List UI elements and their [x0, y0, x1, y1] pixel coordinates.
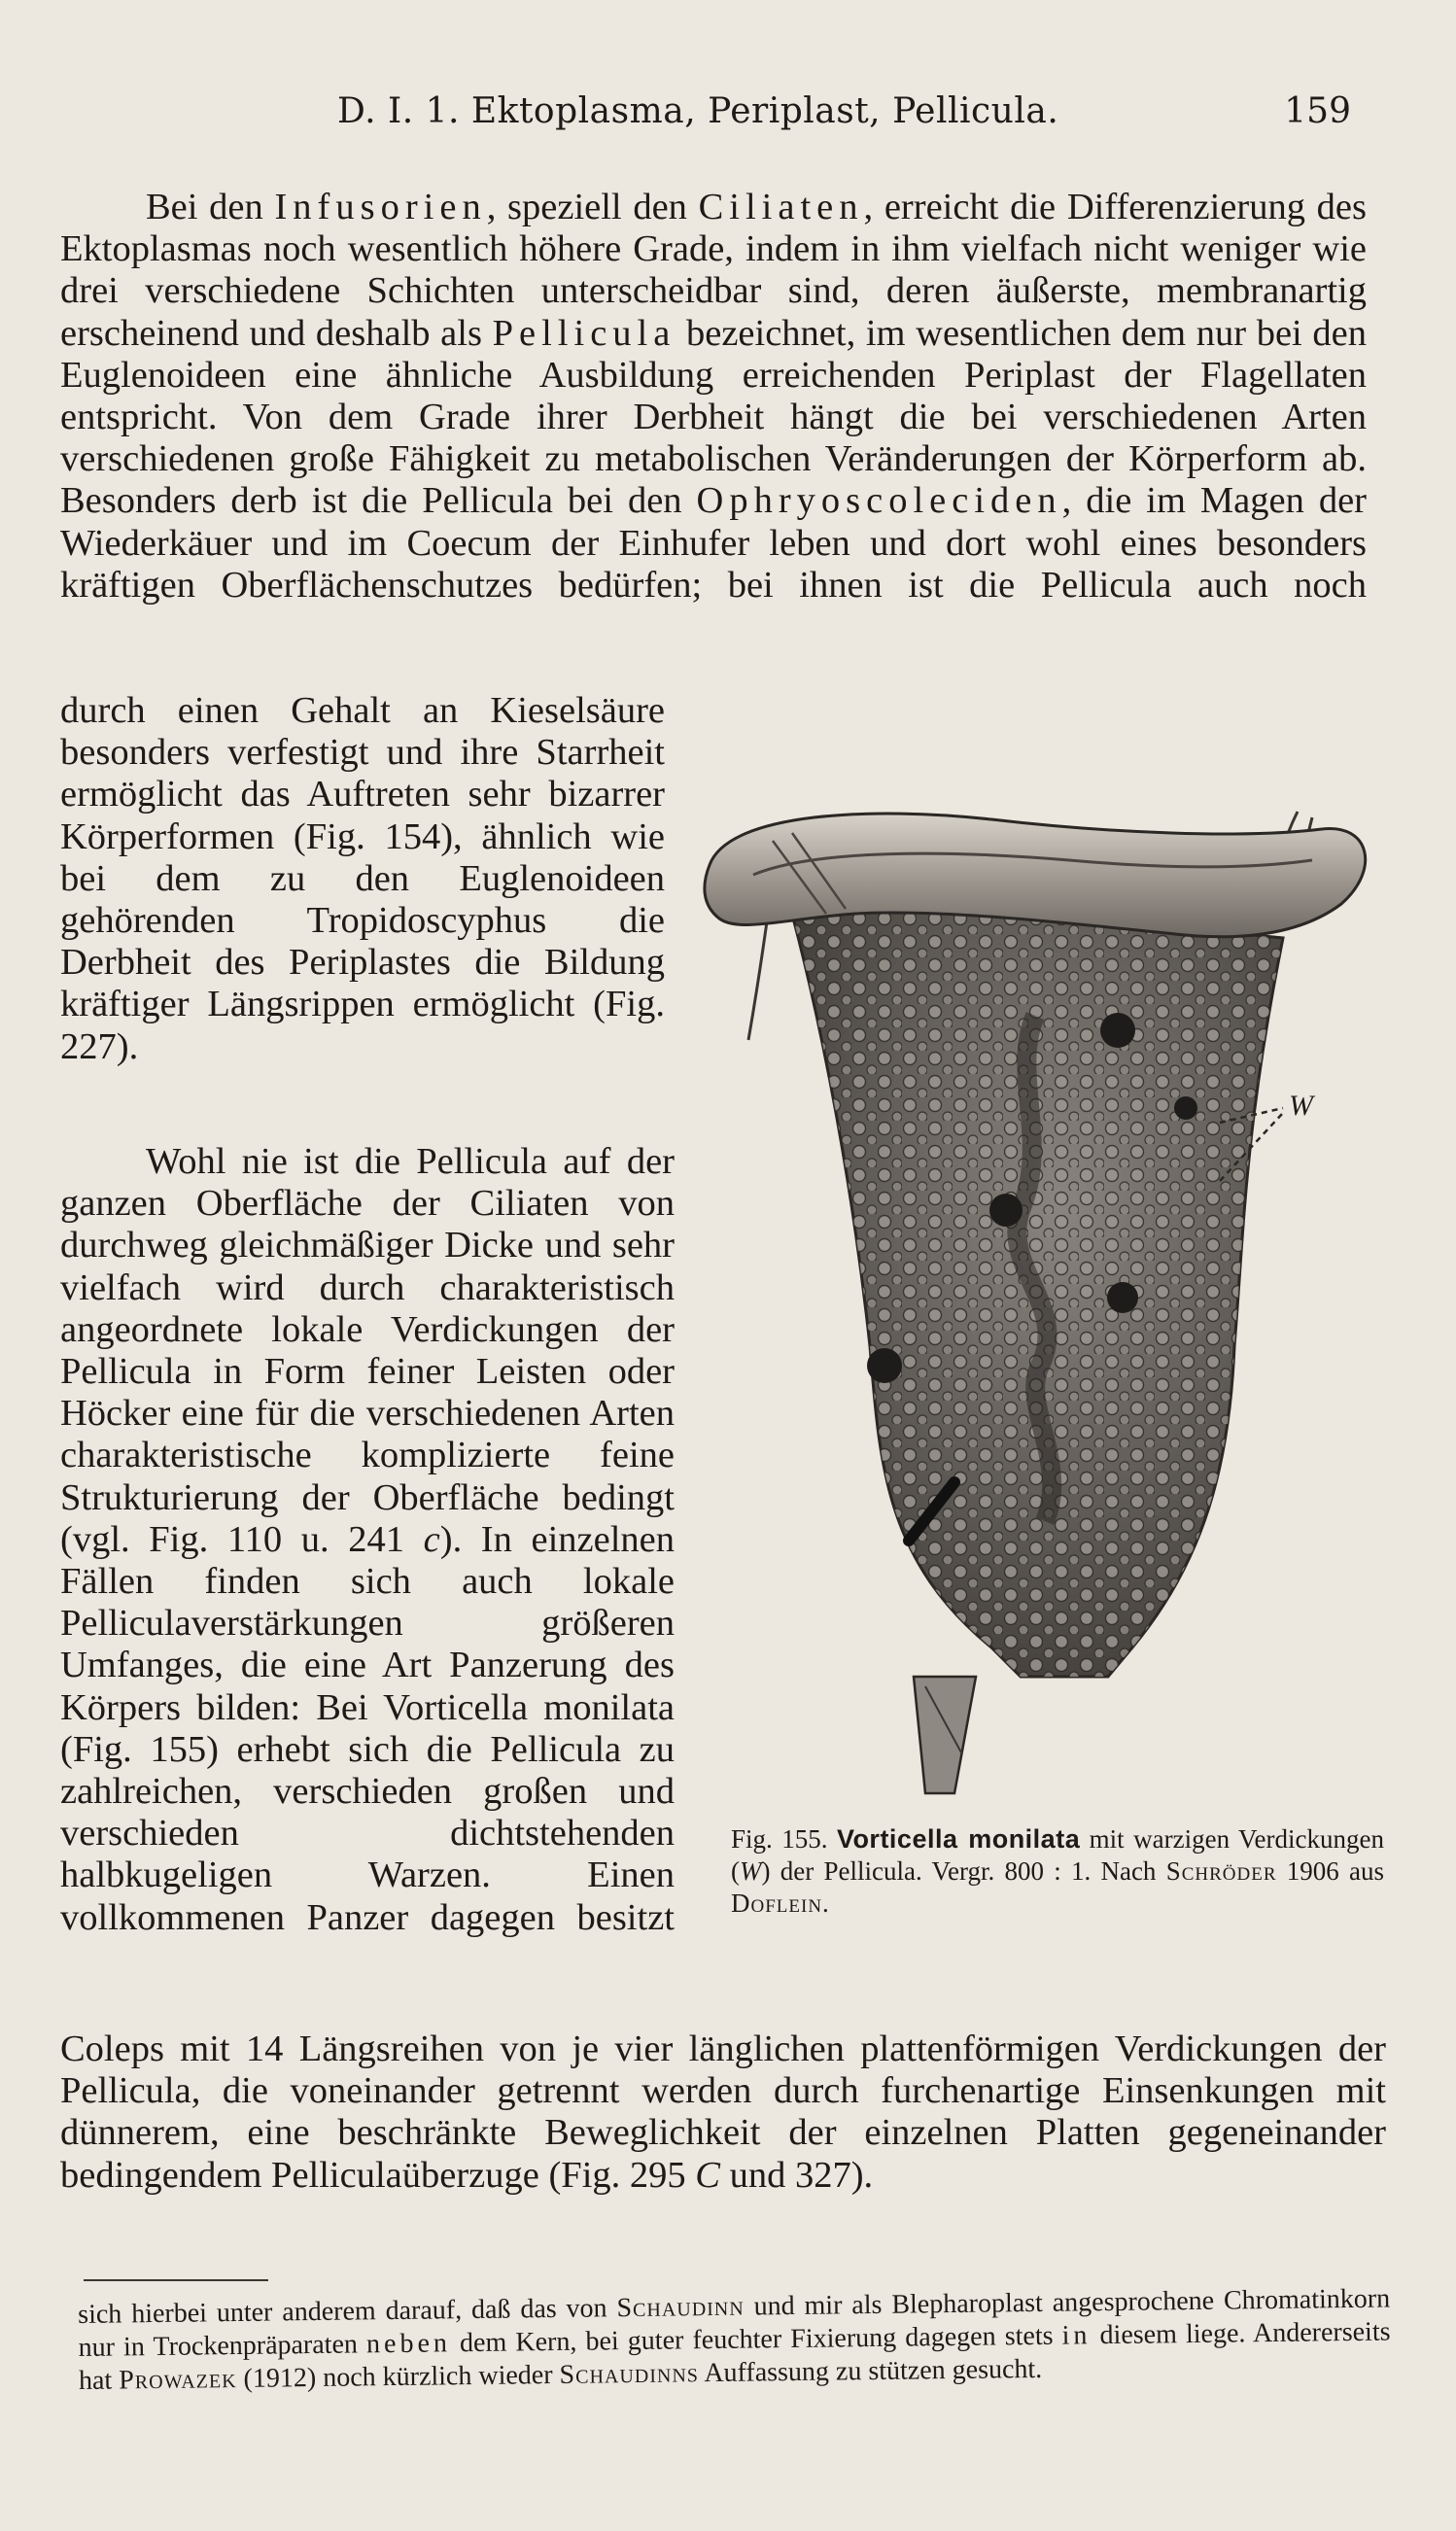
term-ciliaten: Ciliaten	[698, 187, 864, 227]
page-number: 159	[1284, 91, 1351, 131]
text-run: Wohl nie ist die Pellicula auf der ganzen Oberfläche der Ciliaten von durchweg gleichmäßiger Dicke und sehr vielfach wird durch charakteristisch angeordnete lokale Verdickungen der Pellicula in Form feiner Leisten oder Höcker eine für die verschiedenen Arten charakteristische komplizierte feine Strukturierung der Oberfläche bedingt (vgl. Fig. 110 u. 241	[60, 1141, 675, 1560]
emphasis-word: neben	[365, 2328, 452, 2360]
paragraph-infusorien	[60, 187, 1367, 607]
author-name: Schröder	[1165, 1856, 1277, 1886]
text-run: Coleps mit 14 Längsreihen von je vier länglichen plattenförmigen Verdickungen der Pellicula, die voneinander getrennt werden durch furchenartige Einsenkungen mit dünnerem, eine beschränkte Beweglichkeit der einzelnen Platten gegeneinander bedingendem Pelliculaüberzuge (Fig. 295	[60, 2028, 1386, 2196]
figure-caption	[731, 1823, 1384, 1920]
text-run: ) der Pellicula. Vergr. 800 : 1. Nach	[761, 1856, 1166, 1886]
species-name: Vorticella monilata	[836, 1824, 1081, 1854]
paragraph-infusorien-continued: durch einen Gehalt an Kieselsäure besonders verfestigt und ihre Starrheit ermöglicht das Auftreten sehr bizarrer Körperformen (Fig. 154), ähnlich wie bei dem zu den Euglenoideen gehörenden Tropidoscyphus die Derbheit des Periplastes die Bildung kräftiger Längsrippen ermöglicht (Fig. 227).	[60, 690, 665, 1067]
vacuole	[989, 1194, 1023, 1227]
text-run: Auffassung zu stützen gesucht.	[698, 2353, 1043, 2389]
vacuole	[1100, 1013, 1135, 1048]
text-run: dem Kern, bei guter feuchter Fixierung dagegen stets	[450, 2320, 1062, 2359]
paragraph-coleps	[60, 2028, 1386, 2197]
author-name: Schaudinn	[616, 2291, 745, 2324]
author-name: Doflein	[731, 1889, 823, 1918]
term-pellicula: Pellicula	[492, 312, 676, 354]
text-run: bezeichnet, im wesentlichen dem nur bei den Euglenoideen eine ähnliche Ausbildung erreichenden Periplast der Flagellaten entspricht. Von dem Grade ihrer Derbheit hängt die bei verschiedenen Arten verschiedenen große Fähigkeit zu metabolischen Veränderungen der Körperform ab. Besonders derb ist die Pellicula bei den	[60, 312, 1367, 522]
term-ophryoscoleciden: Ophryoscoleciden	[696, 480, 1062, 522]
text-run: ). In einzelnen Fällen finden sich auch lokale Pelliculaverstärkungen größeren Umfanges, die eine Art Panzerung des Körpers bilden: Bei Vorticella monilata (Fig. 155) erhebt sich die Pellicula zu zahlreichen, verschieden großen und verschieden dichtstehenden halbkugeligen Warzen. Einen vollkommenen Panzer dagegen besitzt	[60, 1518, 675, 1938]
footnote	[78, 2283, 1391, 2398]
term-infusorien: Infusorien	[274, 187, 487, 227]
figure-vorticella-monilata	[700, 724, 1380, 1813]
author-name: Schaudinns	[559, 2358, 700, 2390]
text-run: und mir als Blepharoplast angesprochene Chromatinkorn nur in Trockenpräparaten	[78, 2283, 1391, 2363]
italic-letter: c	[423, 1518, 440, 1560]
italic-letter: W	[740, 1856, 762, 1886]
text-run: sich hierbei unter anderem darauf, daß das von	[78, 2293, 617, 2330]
vacuole	[867, 1348, 902, 1383]
stalk	[914, 1677, 976, 1793]
text-run: und 327).	[719, 2154, 874, 2196]
vacuole	[1174, 1096, 1197, 1120]
text-run: , die im Magen der Wiederkäuer und im Coecum der Einhufer leben und dort wohl eines besonders kräftigen Oberflächenschutzes bedürfen; bei ihnen ist die Pellicula auch noch	[60, 480, 1367, 606]
text-run: mit warzigen Verdickungen (	[731, 1824, 1384, 1886]
text-run: (1912) noch kürzlich wieder	[236, 2359, 560, 2395]
page-header	[58, 91, 1398, 140]
text-run: , speziell den	[486, 187, 699, 227]
emphasis-word: in	[1061, 2320, 1092, 2351]
peristome-rim	[705, 814, 1366, 937]
text-run: Bei den	[146, 187, 275, 227]
figure-number: Fig. 155.	[731, 1824, 837, 1854]
vacuole	[1107, 1282, 1138, 1313]
paragraph-pellicula-dicke	[60, 1141, 675, 1939]
label-w: W	[1289, 1090, 1313, 1122]
italic-letter: C	[695, 2154, 720, 2196]
text-run: diesem liege. Andererseits hat	[78, 2316, 1391, 2396]
text-run: .	[822, 1889, 829, 1918]
vorticella-illustration	[700, 724, 1380, 1813]
text-run: 1906 aus	[1276, 1856, 1384, 1886]
text-run: , erreicht die Differenzierung des Ektoplasmas noch wesentlich höhere Grade, indem in ihm vielfach nicht weniger wie drei verschiedene Schichten unterscheidbar sind, deren äußerste, membranartig erscheinend und deshalb als	[60, 187, 1367, 354]
running-head: D. I. 1. Ektoplasma, Periplast, Pellicula.	[337, 91, 1059, 131]
author-name: Prowazek	[119, 2364, 237, 2396]
footnote-rule	[84, 2279, 268, 2281]
